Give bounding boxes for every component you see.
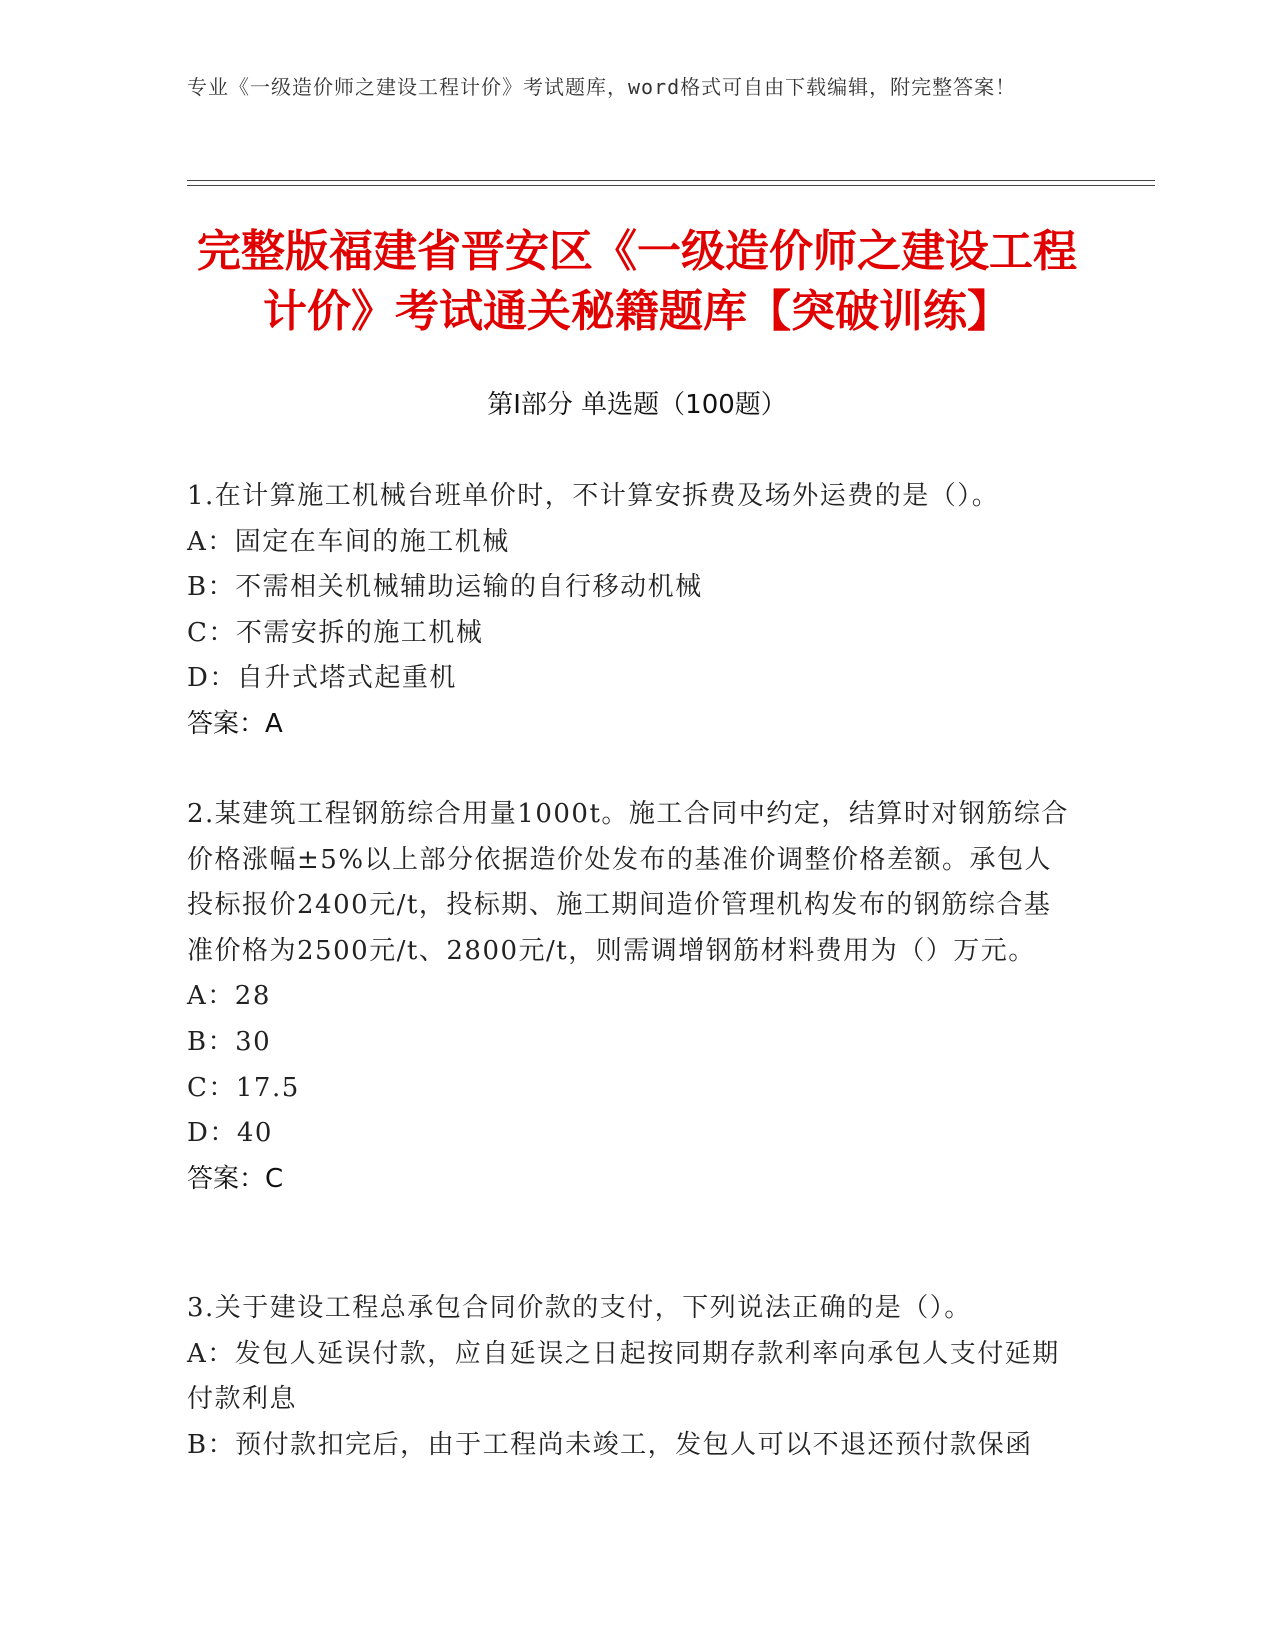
option-c: C：不需安拆的施工机械 — [187, 617, 484, 648]
option-a: A：发包人延误付款，应自延误之日起按同期存款利率向承包人支付延期付款利息 — [187, 1338, 1060, 1415]
question-1 — [187, 474, 1077, 748]
question-3 — [187, 1286, 1077, 1468]
option-b: B：30 — [187, 1026, 272, 1057]
question-2 — [187, 792, 1077, 1202]
option-a: A：固定在车间的施工机械 — [187, 526, 510, 557]
option-d: D：自升式塔式起重机 — [187, 663, 457, 694]
answer: 答案：C — [187, 1163, 284, 1194]
option-a: A：28 — [187, 981, 271, 1012]
header-divider-second — [187, 185, 1155, 186]
question-stem: 1.在计算施工机械台班单价时，不计算安拆费及场外运费的是（）。 — [187, 481, 1000, 511]
section-heading: 第I部分 单选题（100题） — [487, 390, 787, 420]
option-b: B：不需相关机械辅助运输的自行移动机械 — [187, 572, 703, 603]
answer: 答案：A — [187, 708, 283, 739]
header-note: 专业《一级造价师之建设工程计价》考试题库，word格式可自由下载编辑，附完整答案！ — [187, 75, 1017, 99]
option-b: B：预付款扣完后，由于工程尚未竣工，发包人可以不退还预付款保函 — [187, 1429, 1033, 1460]
header-divider — [187, 180, 1155, 181]
question-stem: 3.关于建设工程总承包合同价款的支付，下列说法正确的是（）。 — [187, 1293, 972, 1323]
question-stem: 2.某建筑工程钢筋综合用量1000t。施工合同中约定，结算时对钢筋综合价格涨幅±5%以上部分依据造价处发布的基准价调整价格差额。承包人投标报价2400元/t，投标期、施工期间造价管理机构发布的钢筋综合基准价格为2500元/t、2800元/t，则需调增钢筋材料费用为（）万元。 — [187, 799, 1069, 966]
document-title: 完整版福建省晋安区《一级造价师之建设工程计价》考试通关秘籍题库【突破训练】 — [197, 226, 1077, 337]
option-d: D：40 — [187, 1118, 273, 1149]
option-c: C：17.5 — [187, 1072, 300, 1103]
